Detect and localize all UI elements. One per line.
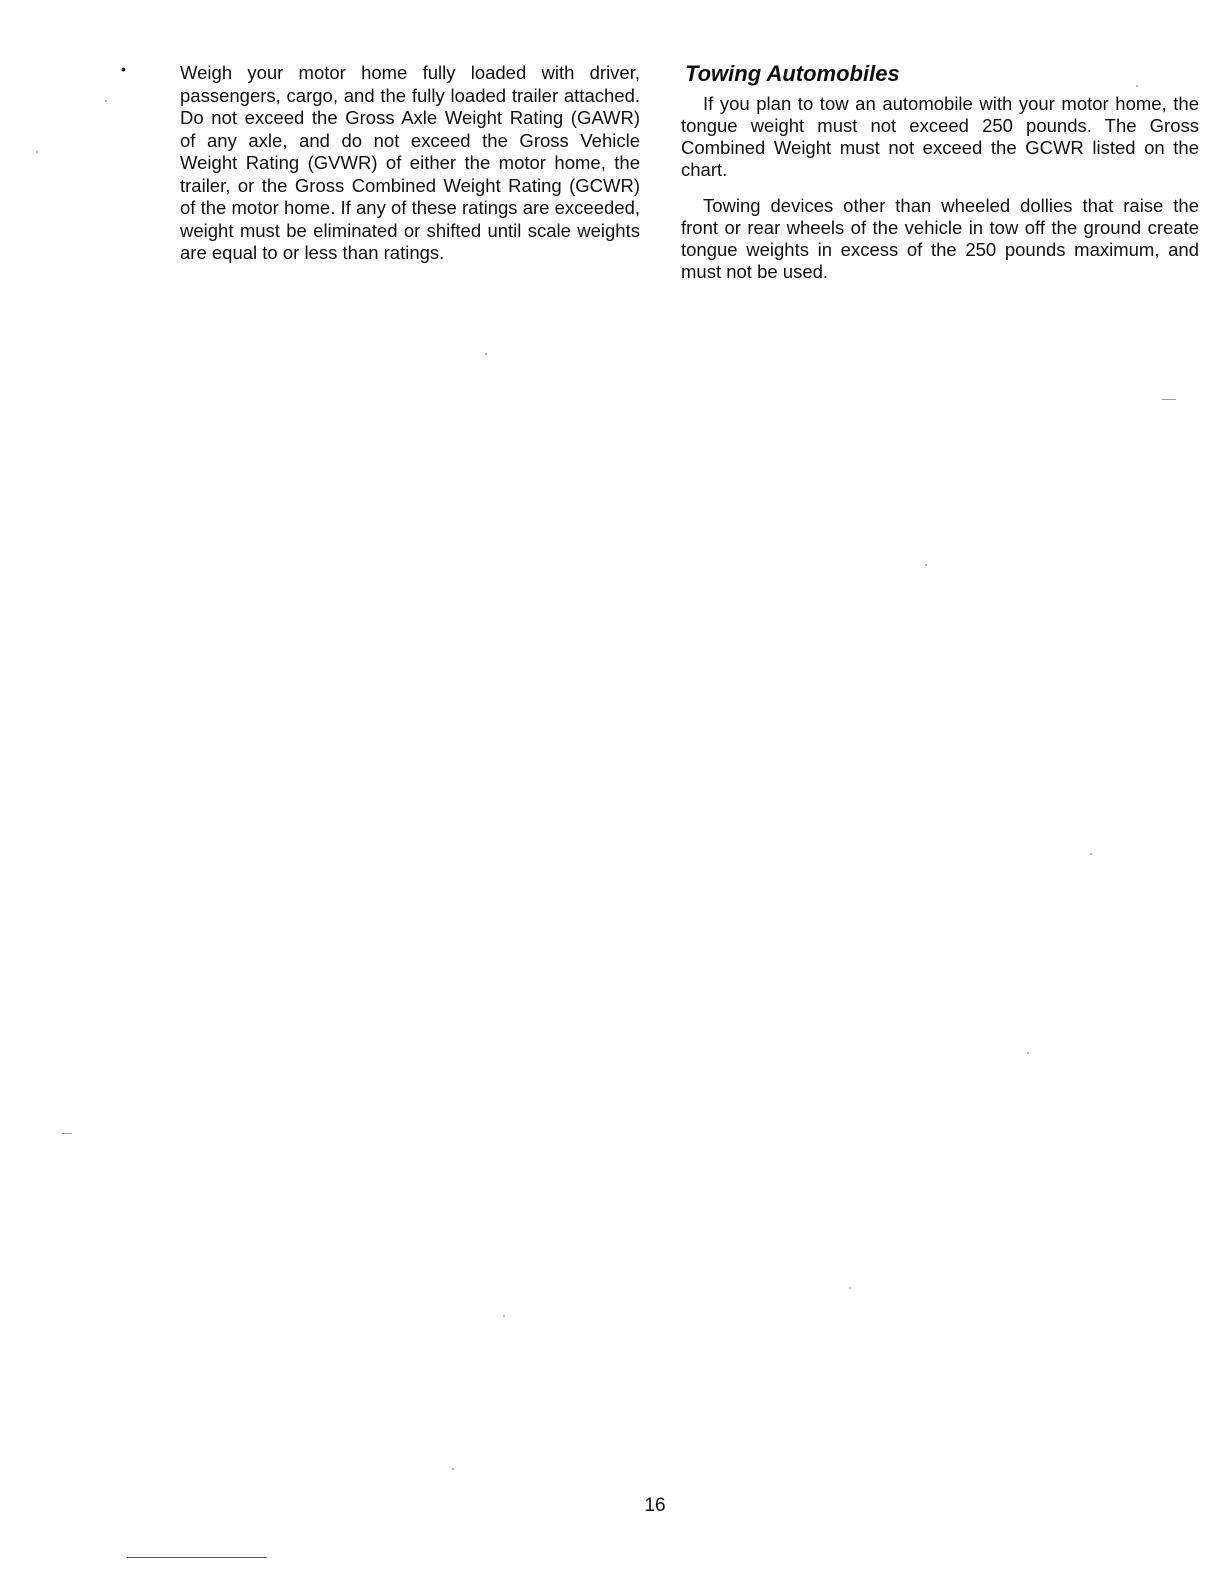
scan-speck [1027,1052,1029,1054]
scan-speck [1136,85,1138,87]
right-column [681,60,1199,283]
towing-paragraph-1: If you plan to tow an automobile with your motor home, the tongue weight must not exceed 250 pounds. The Gross Combined Weight must not exceed the GCWR listed on the chart. [681,93,1199,180]
scan-speck [1090,853,1092,855]
scan-speck [36,151,38,153]
scan-speck [1162,399,1176,400]
scan-speck [503,1315,505,1317]
bullet-marker: • [121,61,126,77]
page-number: 16 [644,1495,666,1516]
scan-speck [62,1133,72,1134]
section-heading: Towing Automobiles [685,61,900,86]
scan-speck [105,100,107,102]
footer-rule [127,1557,267,1558]
towing-paragraph-2: Towing devices other than wheeled dollies that raise the front or rear wheels of the vehicle in tow off the ground create tongue weights in excess of the 250 pounds maximum, and must not be used. [681,195,1199,282]
scan-speck [849,1287,851,1289]
scan-speck [452,1468,454,1470]
scan-speck [925,564,927,566]
left-column-paragraph: Weigh your motor home fully loaded with driver, passengers, cargo, and the fully loaded trailer attached. Do not exceed the Gross Axle Weight Rating (GAWR) of any axle, and do not exceed the Gross Vehicle Weight Rating (GVWR) of either the motor home, the trailer, or the Gross Combined Weight Rating (GCWR) of the motor home. If any of these ratings are exceeded, weight must be eliminated or shifted until scale weights are equal to or less than ratings. [180,62,640,263]
scan-speck [485,353,487,355]
